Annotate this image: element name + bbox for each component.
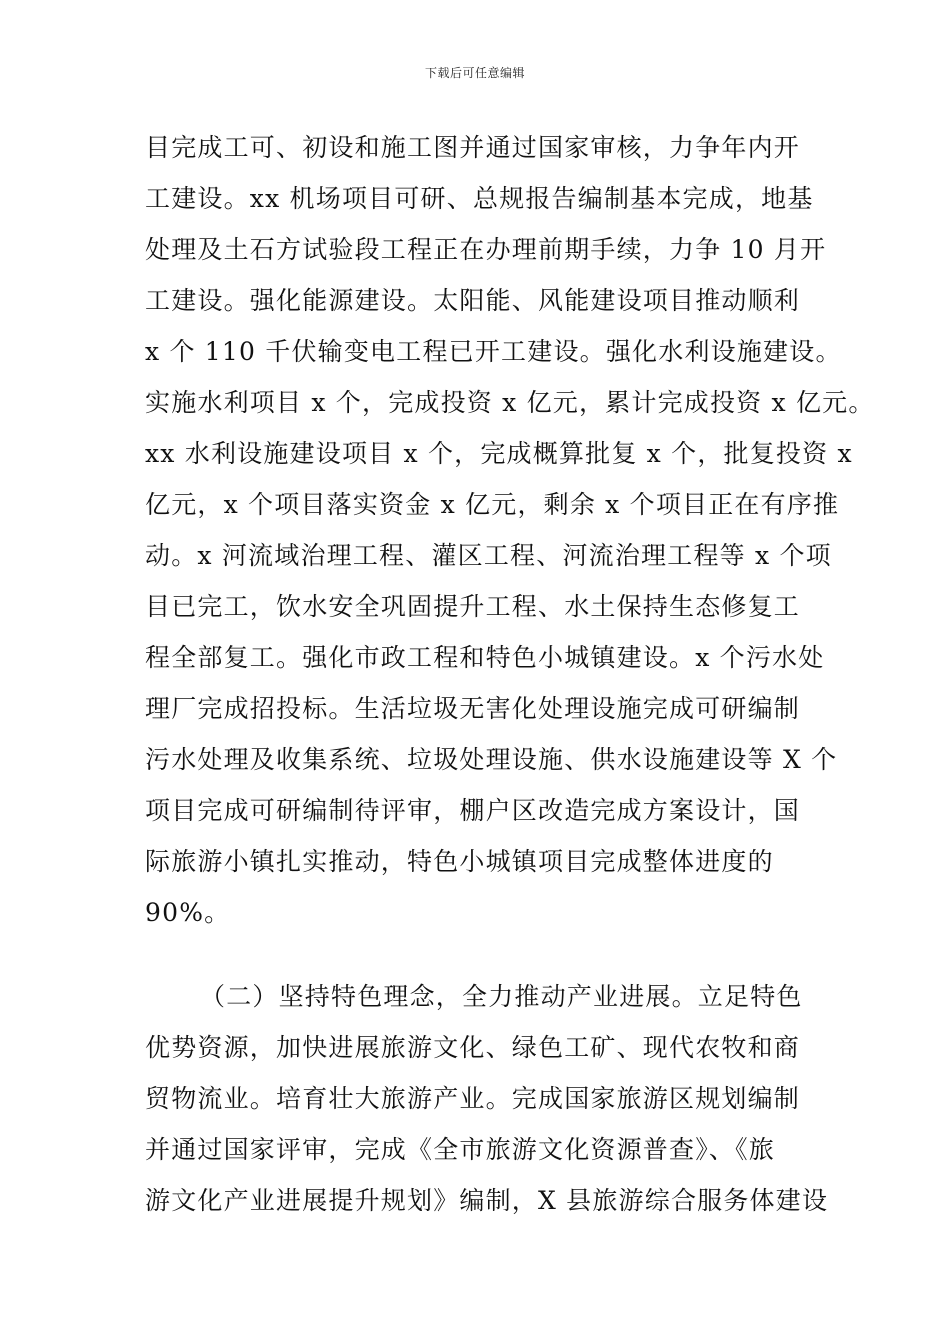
paragraph-1-line: 工建设。xx 机场项目可研、总规报告编制基本完成，地基	[145, 184, 814, 213]
paragraph-2-line: 并通过国家评审，完成《全市旅游文化资源普查》、《旅	[145, 1135, 776, 1164]
paragraph-1-line: 工建设。强化能源建设。太阳能、风能建设项目推动顺利	[145, 286, 801, 315]
paragraph-2-line: 优势资源，加快进展旅游文化、绿色工矿、现代农牧和商	[145, 1033, 801, 1062]
paragraph-1-line: 际旅游小镇扎实推动，特色小城镇项目完成整体进度的	[145, 847, 774, 876]
paragraph-1-line: 理厂完成招投标。生活垃圾无害化处理设施完成可研编制	[145, 694, 801, 723]
paragraph-2-line: 贸物流业。培育壮大旅游产业。完成国家旅游区规划编制	[145, 1084, 801, 1113]
paragraph-1-line: 项目完成可研编制待评审，棚户区改造完成方案设计，国	[145, 796, 801, 825]
paragraph-1-line: 动。x 河流域治理工程、灌区工程、河流治理工程等 x 个项	[145, 541, 832, 570]
paragraph-2-line: 游文化产业进展提升规划》编制，X 县旅游综合服务体建设	[145, 1186, 829, 1215]
paragraph-1-line: 程全部复工。强化市政工程和特色小城镇建设。x 个污水处	[145, 643, 825, 672]
paragraph-1-line: x 个 110 千伏输变电工程已开工建设。强化水利设施建设。	[145, 337, 842, 366]
paragraph-1-line: 目完成工可、初设和施工图并通过国家审核，力争年内开	[145, 133, 801, 162]
paragraph-1-line: 目已完工，饮水安全巩固提升工程、水土保持生态修复工	[145, 592, 801, 621]
paragraph-1-line: 污水处理及收集系统、垃圾处理设施、供水设施建设等 X 个	[145, 745, 838, 774]
paragraph-2-line: （二）坚持特色理念，全力推动产业进展。立足特色	[200, 982, 803, 1011]
paragraph-1-line: 实施水利项目 x 个，完成投资 x 亿元，累计完成投资 x 亿元。	[145, 388, 875, 417]
paragraph-1-line: xx 水利设施建设项目 x 个，完成概算批复 x 个，批复投资 x	[145, 439, 853, 468]
paragraph-1-line: 90%。	[145, 898, 231, 927]
page-header: 下载后可任意编辑	[424, 66, 525, 80]
paragraph-1-line: 亿元，x 个项目落实资金 x 亿元，剩余 x 个项目正在有序推	[145, 490, 840, 519]
paragraph-1-line: 处理及土石方试验段工程正在办理前期手续，力争 10 月开	[145, 235, 827, 264]
